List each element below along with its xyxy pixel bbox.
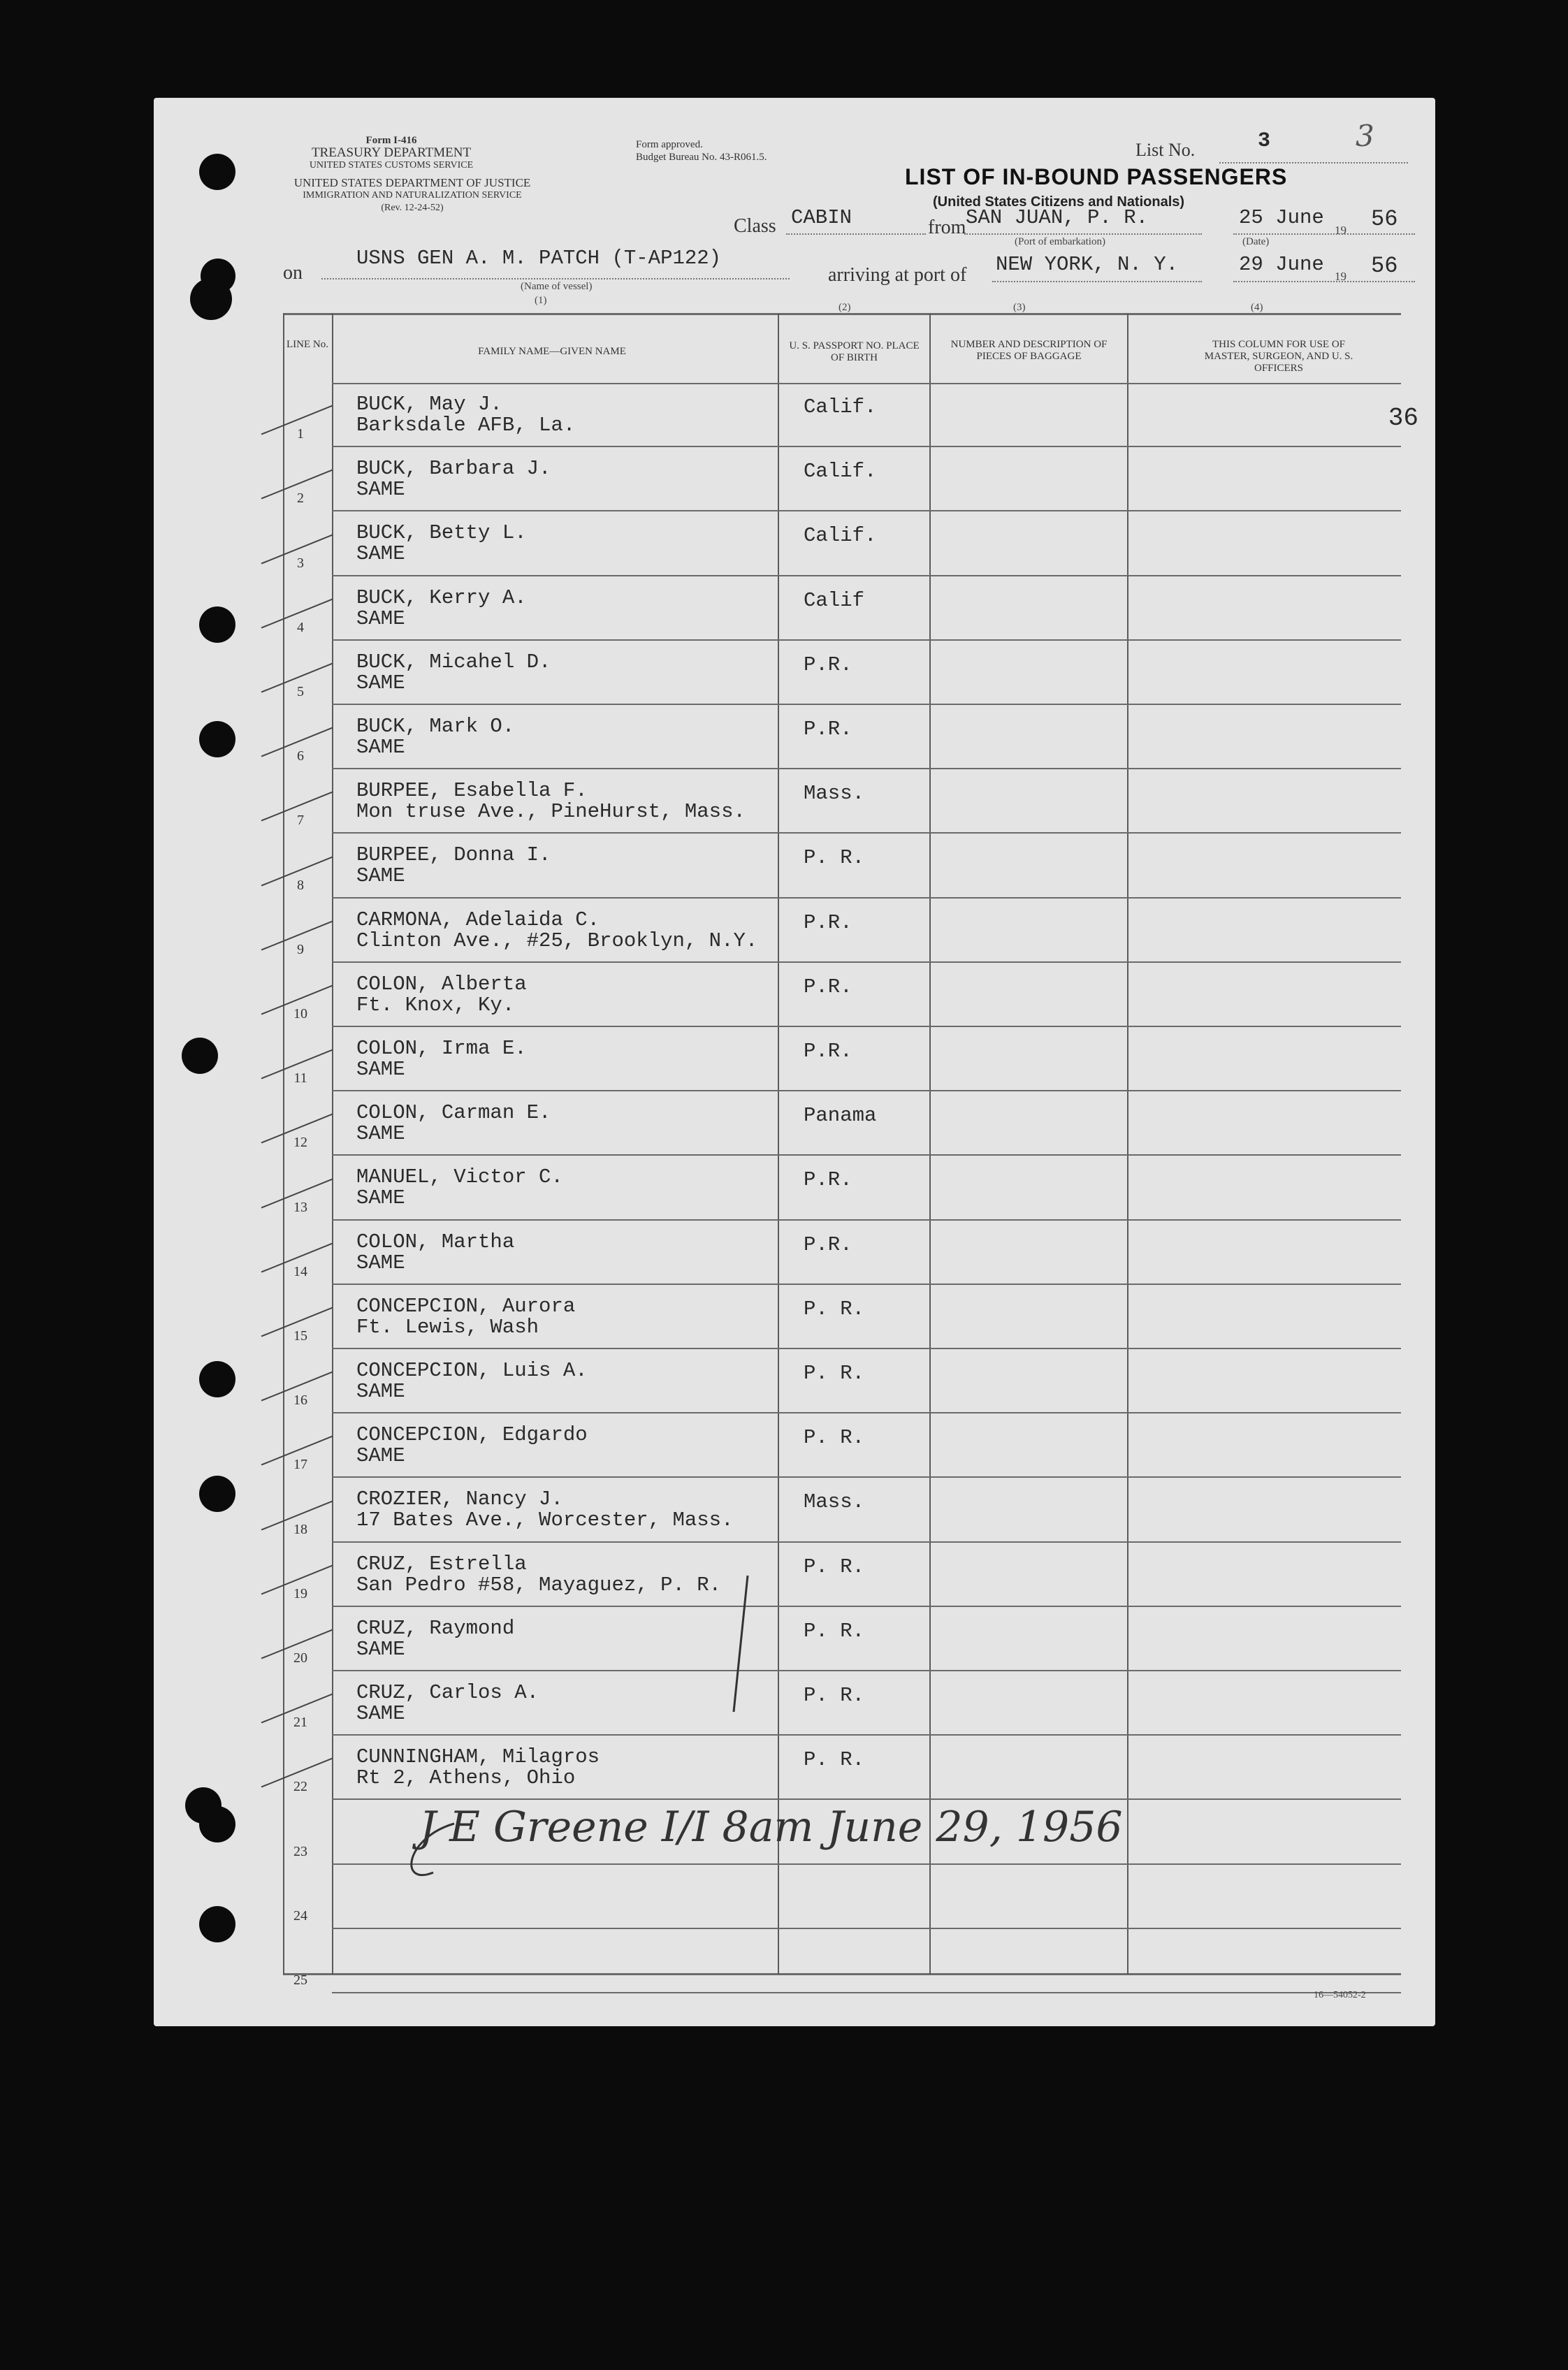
place-of-birth: P. R. [804,1297,865,1321]
place-of-birth: Calif. [804,524,877,548]
line-number: 2 [297,490,304,507]
line-number: 12 [293,1135,307,1151]
line-number: 25 [293,1972,307,1988]
passenger-name: BURPEE, Donna I. [356,843,551,867]
arrival-port: NEW YORK, N. Y. [996,253,1179,276]
port-embark-caption: (Port of embarkation) [1015,236,1105,247]
passenger-address: SAME [356,1186,405,1210]
passenger-address: SAME [356,478,405,502]
line-number: 18 [293,1521,307,1537]
justice-dept: UNITED STATES DEPARTMENT OF JUSTICE [293,176,531,189]
form-approved: Form approved. [636,139,703,150]
place-of-birth: P.R. [804,653,852,676]
passenger-address: SAME [356,1444,405,1468]
passenger-address: SAME [356,736,405,759]
place-of-birth: P.R. [804,1040,852,1063]
passenger-name: CROZIER, Nancy J. [356,1488,563,1511]
passenger-address: San Pedro #58, Mayaguez, P. R. [356,1573,722,1597]
col-header-name: FAMILY NAME—GIVEN NAME [478,346,626,357]
arrival-year: 56 [1371,253,1398,279]
place-of-birth: P.R. [804,910,852,934]
budget-bureau: Budget Bureau No. 43-R061.5. [636,152,767,163]
place-of-birth: P. R. [804,1619,865,1643]
official-use-note: 36 [1388,404,1418,432]
arrival-year-prefix: 19 [1335,270,1346,283]
line-number: 15 [293,1328,307,1344]
date-caption: (Date) [1242,236,1270,247]
passenger-address: SAME [356,1380,405,1403]
passenger-name: COLON, Martha [356,1230,515,1253]
place-of-birth: P. R. [804,1684,865,1707]
arriving-label: arriving at port of [828,264,967,286]
place-of-birth: P.R. [804,1168,852,1192]
passenger-address: Rt 2, Athens, Ohio [356,1766,576,1790]
form-subtitle: (United States Citizens and Nationals) [933,194,1185,210]
line-number: 21 [293,1715,307,1731]
passenger-name: BURPEE, Esabella F. [356,779,588,803]
passenger-name: CARMONA, Adelaida C. [356,908,600,931]
passenger-name: CONCEPCION, Edgardo [356,1423,588,1447]
on-label: on [283,262,303,284]
passenger-name: COLON, Carman E. [356,1101,551,1125]
passenger-address: Mon truse Ave., PineHurst, Mass. [356,800,746,824]
place-of-birth: P.R. [804,1233,852,1256]
passenger-address: SAME [356,1637,405,1661]
line-number: 3 [297,555,304,571]
place-of-birth: Mass. [804,1490,865,1514]
vessel-caption: (Name of vessel) [521,281,593,292]
line-number: 9 [297,941,304,957]
passenger-name: COLON, Irma E. [356,1037,527,1060]
place-of-birth: Calif. [804,460,877,484]
passenger-address: SAME [356,864,405,888]
list-no-value: 3 [1258,129,1271,153]
col4-number: (4) [1251,302,1263,313]
line-number: 4 [297,619,304,635]
passenger-name: BUCK, Mark O. [356,715,515,738]
line-number: 5 [297,683,304,699]
passenger-name: BUCK, Betty L. [356,521,527,545]
place-of-birth: P.R. [804,975,852,998]
customs-service: UNITED STATES CUSTOMS SERVICE [309,160,474,170]
line-number: 22 [293,1779,307,1795]
treasury-dept: TREASURY DEPARTMENT [311,145,472,160]
line-number: 8 [297,877,304,893]
passenger-name: CRUZ, Raymond [356,1616,515,1640]
passenger-name: CONCEPCION, Luis A. [356,1359,588,1382]
place-of-birth: P. R. [804,846,865,870]
line-number: 7 [297,813,304,829]
form-number: Form I-416 [365,135,417,146]
form-title: LIST OF IN-BOUND PASSENGERS [905,164,1288,189]
passenger-address: Barksdale AFB, La. [356,414,576,437]
passenger-address: 17 Bates Ave., Worcester, Mass. [356,1508,734,1532]
place-of-birth: P. R. [804,1748,865,1772]
passenger-name: CRUZ, Carlos A. [356,1681,539,1704]
col-header-officers: THIS COLUMN FOR USE OF MASTER, SURGEON, AND U. S. OFFICERS [1204,339,1353,374]
ins-service: IMMIGRATION AND NATURALIZATION SERVICE [303,190,522,201]
line-number: 13 [293,1199,307,1215]
list-no-label: List No. [1135,140,1196,160]
passenger-name: MANUEL, Victor C. [356,1165,563,1189]
col-header-baggage: NUMBER AND DESCRIPTION OF PIECES OF BAGGAGE [950,339,1108,362]
line-number: 20 [293,1650,307,1666]
place-of-birth: P.R. [804,718,852,741]
place-of-birth: Calif [804,588,865,612]
place-of-birth: Mass. [804,782,865,806]
passenger-address: Ft. Lewis, Wash [356,1315,539,1339]
pen-marks [154,98,1435,2026]
passenger-address: SAME [356,1251,405,1274]
col-header-line-no: LINE No. [286,339,328,350]
passenger-name: CUNNINGHAM, Milagros [356,1745,600,1769]
embarkation-year: 56 [1371,206,1398,232]
place-of-birth: P. R. [804,1555,865,1578]
passenger-name: CRUZ, Estrella [356,1552,527,1576]
col2-number: (2) [839,302,851,313]
manifest-sheet [154,98,1435,2026]
arrival-date: 29 June [1239,253,1324,276]
line-number: 17 [293,1457,307,1473]
embark-year-prefix: 19 [1335,224,1346,237]
list-no-handwritten: 3 [1356,119,1374,153]
col-header-passport: U. S. PASSPORT NO. PLACE OF BIRTH [789,340,920,363]
place-of-birth: P. R. [804,1362,865,1385]
passenger-address: SAME [356,671,405,695]
form-revision: (Rev. 12-24-52) [381,203,444,213]
from-label: from [928,217,966,238]
class-value: CABIN [791,206,852,229]
passenger-name: BUCK, Barbara J. [356,457,551,481]
passenger-address: SAME [356,606,405,630]
passenger-address: Clinton Ave., #25, Brooklyn, N.Y. [356,929,758,952]
line-number: 10 [293,1005,307,1022]
vessel-name: USNS GEN A. M. PATCH (T-AP122) [356,247,722,270]
col1-number: (1) [535,295,547,306]
embarkation-date: 25 June [1239,206,1324,229]
col3-number: (3) [1013,302,1026,313]
passenger-address: SAME [356,1058,405,1081]
line-number: 11 [293,1070,307,1086]
line-number: 1 [297,426,304,442]
class-label: Class [734,215,776,237]
passenger-name: CONCEPCION, Aurora [356,1294,576,1318]
line-number: 16 [293,1393,307,1409]
line-number: 24 [293,1907,307,1924]
place-of-birth: P. R. [804,1426,865,1450]
passenger-address: SAME [356,1122,405,1146]
passenger-address: SAME [356,542,405,566]
form-print-code: 16—54052-2 [1314,1990,1366,2000]
line-number: 23 [293,1843,307,1859]
passenger-address: SAME [356,1702,405,1725]
passenger-name: BUCK, May J. [356,393,502,416]
line-number: 6 [297,748,304,764]
passenger-address: Ft. Knox, Ky. [356,993,515,1017]
place-of-birth: Calif. [804,395,877,419]
passenger-name: BUCK, Kerry A. [356,586,527,609]
officer-signature: J E Greene I/I 8am June 29, 1956 [419,1803,1123,1852]
line-number: 14 [293,1263,307,1279]
place-of-birth: Panama [804,1104,877,1128]
line-number: 19 [293,1585,307,1601]
passenger-name: BUCK, Micahel D. [356,650,551,674]
passenger-name: COLON, Alberta [356,972,527,996]
embarkation-port: SAN JUAN, P. R. [966,206,1149,229]
